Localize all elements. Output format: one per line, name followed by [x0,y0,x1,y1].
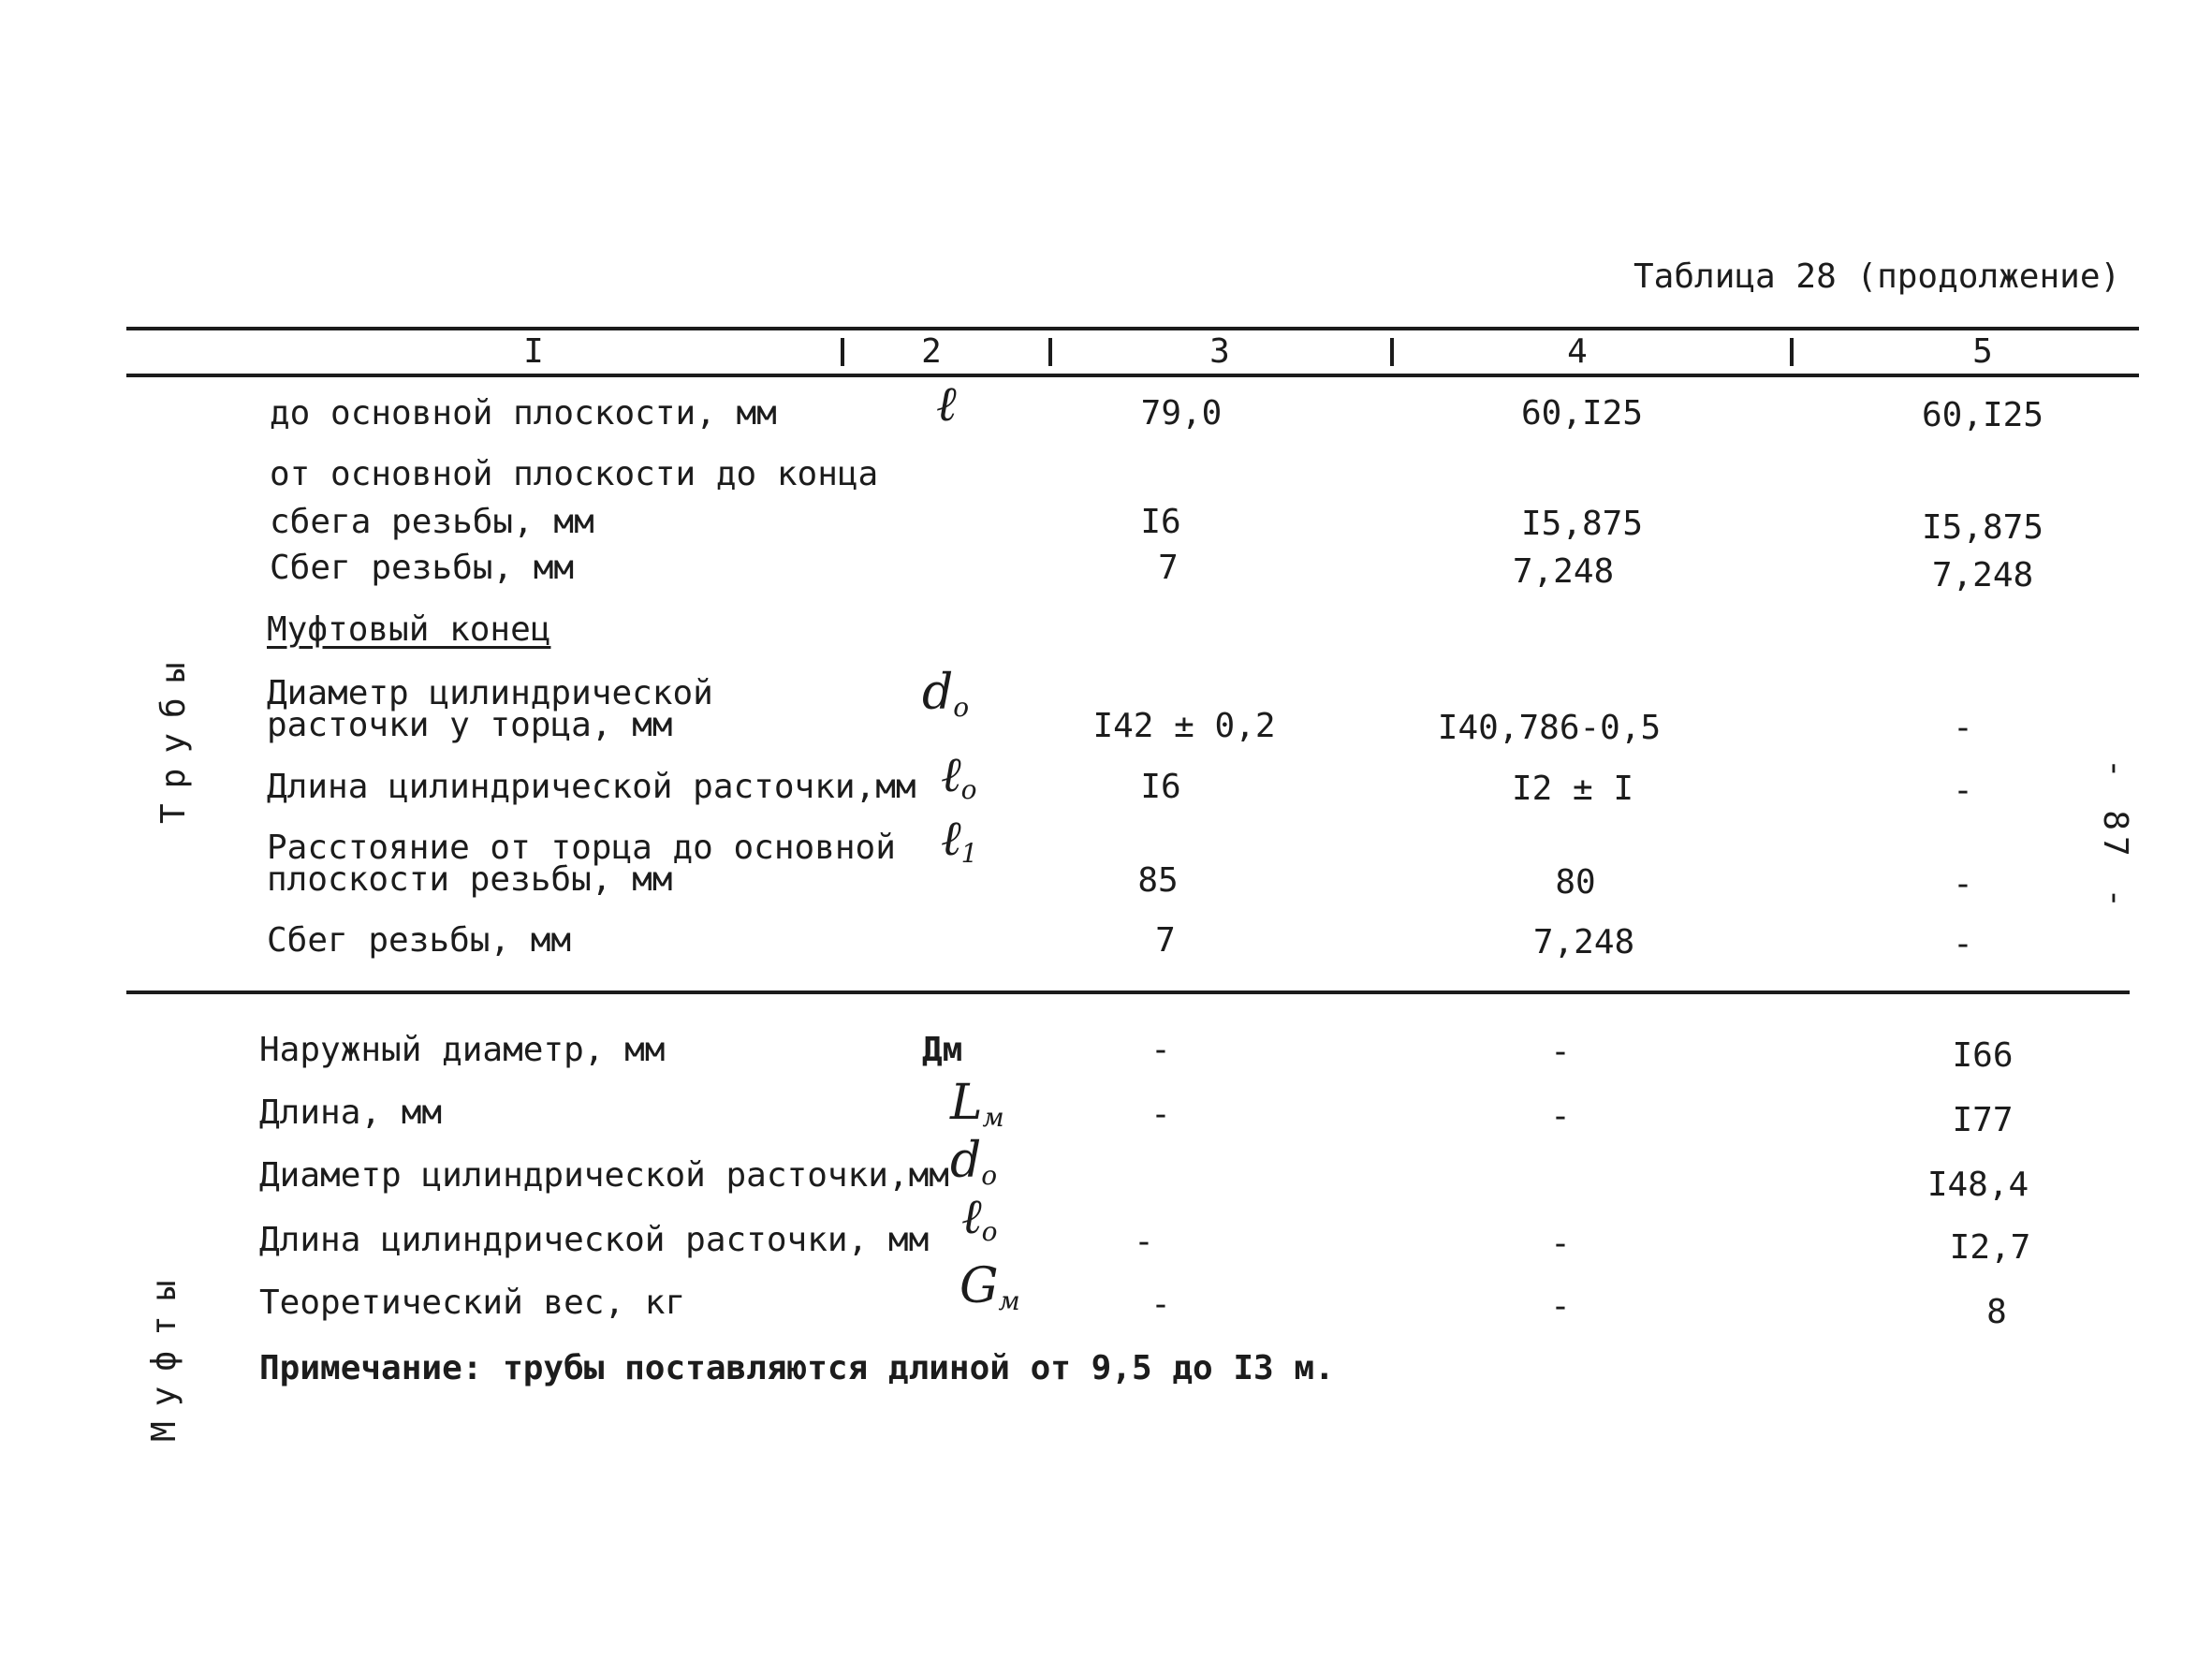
row-param-line1: от основной плоскости до конца [270,455,879,493]
cell-c4: - [1550,1225,1571,1263]
cell-c3: 7 [1158,549,1179,587]
cell-c3: I42 ± 0,2 [1092,707,1276,745]
symbol-d0: $d_o$ [922,665,970,723]
cell-c4: I5,875 [1520,505,1644,543]
row-param: Наружный диаметр, мм [259,1031,666,1069]
cell-c4: - [1550,1287,1571,1326]
cell-c5: I66 [1952,1036,2014,1075]
row-param-line2: расточки у торца, мм [267,706,673,744]
cell-c4: I40,786-0,5 [1437,709,1662,747]
cell-c3: - [1150,1095,1171,1134]
col-header-1: I [523,332,544,371]
cell-c4: 7,248 [1512,552,1615,591]
cell-c3: I6 [1140,503,1181,541]
symbol-gm: $G_м$ [960,1258,1020,1316]
page-number: - 87 - [2096,758,2134,915]
symbol-l1: ℓ$_1$ [941,811,978,869]
symbol-l0: ℓ$_o$ [961,1189,998,1247]
row-param: Длина, мм [259,1093,443,1132]
col-header-3: 3 [1209,332,1230,371]
col-header-2: 2 [921,332,942,371]
group-label-pipes: Трубы [154,647,193,824]
row-param-line1: Расстояние от торца до основной [267,829,896,867]
group-label-couplings: Муфты [145,1265,183,1442]
row-param-line2: сбега резьбы, мм [270,503,594,541]
header-separator [1048,338,1052,366]
row-param-line1: Диаметр цилиндрической [267,674,713,712]
row-param: Длина цилиндрической расточки, мм [259,1221,930,1259]
cell-c3: 85 [1137,861,1179,900]
row-param: Сбег резьбы, мм [267,921,572,960]
cell-c5: I5,875 [1921,508,2044,547]
note: Примечание: трубы поставляются длиной от 9,5 до I3 м. [259,1349,1335,1387]
header-separator [841,338,844,366]
cell-c3: 79,0 [1140,394,1223,433]
cell-c5: 60,I25 [1921,396,2044,434]
header-bottom-rule [126,374,2139,377]
header-top-rule [126,327,2139,330]
cell-c5: I2,7 [1949,1228,2031,1267]
section-divider [126,990,2130,994]
cell-c4: 80 [1555,863,1596,902]
cell-c5: 7,248 [1931,556,2034,594]
symbol-l: ℓ [936,376,957,433]
row-param: Теоретический вес, кг [259,1284,686,1322]
table-title: Таблица 28 (продолжение) [1633,257,2121,296]
cell-c4: 7,248 [1532,923,1635,961]
cell-c4: 60,I25 [1520,394,1644,433]
cell-c3: I6 [1140,768,1181,806]
cell-c4: - [1550,1097,1571,1136]
col-header-5: 5 [1972,332,1993,371]
row-param: Диаметр цилиндрической расточки,мм [259,1156,949,1195]
cell-c5: - [1953,925,1973,963]
cell-c3: 7 [1155,921,1176,960]
symbol-lm: $L_м$ [950,1075,1004,1133]
section-heading: Муфтовый конец [267,610,551,649]
header-separator [1390,338,1394,366]
row-param: Длина цилиндрической расточки,мм [267,768,916,806]
cell-c5: - [1953,771,1973,810]
symbol-l0: ℓ$_o$ [941,747,977,805]
cell-c3: - [1150,1031,1171,1069]
cell-c3: - [1150,1285,1171,1324]
cell-c4: I2 ± I [1511,770,1634,808]
row-param: до основной плоскости, мм [270,394,777,433]
cell-c5: 8 [1986,1293,2007,1331]
row-param: Сбег резьбы, мм [270,549,575,587]
col-header-4: 4 [1567,332,1588,371]
cell-c5: - [1953,709,1973,747]
header-separator [1790,338,1794,366]
row-param-line2: плоскости резьбы, мм [267,860,673,899]
cell-c3: - [1134,1223,1154,1261]
cell-c5: - [1953,865,1973,903]
cell-c5: I48,4 [1926,1166,2029,1204]
cell-c4: - [1550,1033,1571,1071]
symbol-d0: $d_o$ [950,1133,998,1191]
cell-c5: I77 [1952,1101,2014,1139]
symbol-dm: Дм [922,1031,963,1069]
